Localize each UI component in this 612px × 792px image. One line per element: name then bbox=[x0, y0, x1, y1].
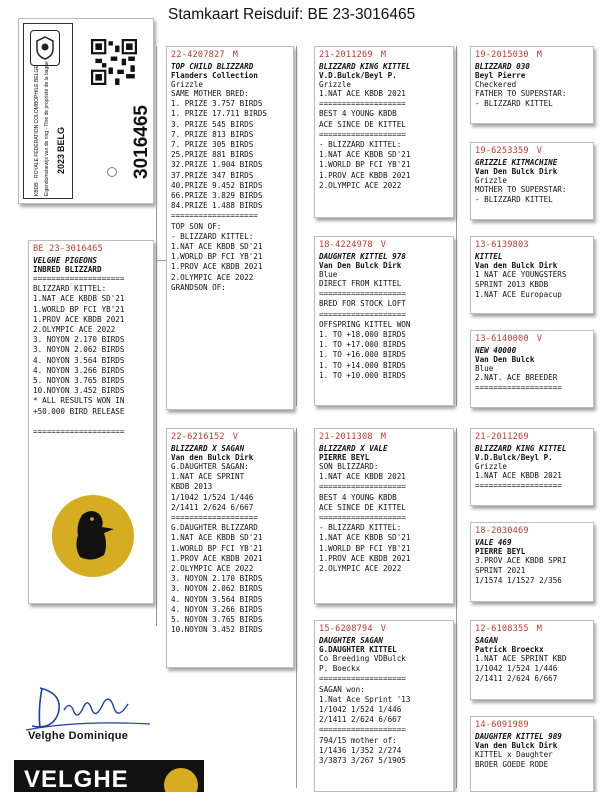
card-ring-number: 22-4207827 bbox=[171, 50, 225, 60]
card-line: 1.NAT ACE SPRINT bbox=[171, 472, 245, 482]
card-line: 1.WORLD BP FCI YB'21 bbox=[319, 160, 411, 170]
card-ring-number: 14-6091989 bbox=[475, 720, 529, 730]
card-line: SAGAN won: bbox=[319, 684, 365, 694]
card-line: 7. PRIZE 305 BIRDS bbox=[171, 140, 254, 150]
card-owner: Van Den Bulck Dirk bbox=[475, 167, 558, 176]
card-sex: V bbox=[536, 334, 543, 344]
card-line: =================== bbox=[475, 481, 562, 491]
card-line: Co Breeding VDBulck bbox=[319, 654, 406, 663]
card-name: SAGAN bbox=[475, 636, 498, 645]
card-owner: PIERRE BEYL bbox=[475, 547, 526, 556]
card-line: DIRECT FROM KITTEL bbox=[319, 279, 402, 288]
card-line: =================== bbox=[319, 129, 406, 139]
card-line: 3. NOYON 2.170 BIRDS bbox=[33, 335, 125, 345]
pedigree-card-sire-dam bbox=[314, 236, 454, 406]
card-line: 25.PRIZE 881 BIRDS bbox=[171, 150, 254, 160]
card-line: 3/3873 3/267 5/1905 bbox=[319, 756, 406, 766]
card-ring-number: 21-2011269 bbox=[475, 432, 529, 442]
card-sex: M bbox=[380, 50, 387, 60]
card-line: 10.NOYON 3.452 BIRDS bbox=[33, 386, 125, 396]
card-line: 1.NAT ACE SPRINT KBD bbox=[475, 654, 567, 663]
card-ring-number: 13-6140000 bbox=[475, 334, 529, 344]
card-line: 2.NAT. ACE BREEDER bbox=[475, 373, 558, 382]
card-line: - BLIZZARD KITTEL bbox=[475, 195, 553, 205]
card-line: 4. NOYON 3.564 BIRDS bbox=[171, 594, 263, 604]
card-ring-number: 21-2011269 bbox=[319, 50, 373, 60]
ring-number: 3016465 bbox=[131, 105, 152, 179]
card-line: =================== bbox=[171, 513, 258, 523]
ring-certificate-strip bbox=[23, 23, 73, 199]
card-line: - BLIZZARD KITTEL: bbox=[319, 523, 402, 533]
card-owner: V.D.Bulck/Beyl P. bbox=[475, 453, 553, 462]
card-ring-number: 18-4224978 bbox=[319, 240, 373, 250]
pigeon-logo-icon bbox=[52, 495, 134, 577]
card-owner: Patrick Broeckx bbox=[475, 645, 544, 654]
card-line: 2.OLYMPIC ACE 2022 bbox=[319, 564, 402, 574]
card-line bbox=[33, 417, 149, 427]
card-ring-number: 12-6108355 bbox=[475, 624, 529, 634]
card-line: =================== bbox=[319, 309, 406, 319]
pedigree-card-ddd bbox=[470, 716, 594, 792]
card-name: KITTEL bbox=[475, 252, 503, 261]
card-line: 1.NAT ACE KBDB 2021 bbox=[319, 89, 406, 98]
card-line: 37.PRIZE 347 BIRDS bbox=[171, 170, 254, 180]
card-line: KBDB 2013 bbox=[171, 482, 213, 492]
card-owner: Flanders Collection bbox=[171, 71, 258, 80]
card-line: 1. TO +18.000 BIRDS bbox=[319, 330, 406, 340]
brand-banner-text: VELGHE bbox=[24, 766, 129, 792]
card-line: 1/1042 1/524 1/446 bbox=[475, 664, 558, 674]
card-color: Grizzle bbox=[319, 80, 352, 89]
card-ring-number: 15-6208794 bbox=[319, 624, 373, 634]
card-line: 1. PRIZE 3.757 BIRDS bbox=[171, 99, 263, 109]
card-line: - BLIZZARD KITTEL bbox=[475, 99, 553, 109]
card-line: 1.NAT ACE KBDB 2021 bbox=[319, 472, 406, 482]
card-ring-number: 22-6216152 bbox=[171, 432, 225, 442]
card-name: NEW 40000 bbox=[475, 346, 517, 355]
card-color: Grizzle bbox=[171, 80, 204, 89]
card-line: 1.NAT ACE Europacup bbox=[475, 290, 562, 300]
card-line: 1/1042 1/524 1/446 bbox=[319, 705, 402, 715]
pedigree-card-sdd bbox=[470, 330, 594, 408]
card-line: BRED FOR STOCK LOFT bbox=[319, 299, 406, 309]
card-line: =================== bbox=[171, 211, 258, 221]
card-line: 1.NAT ACE KBDB SD'21 bbox=[319, 150, 411, 160]
card-owner: Van Den Bulck bbox=[475, 355, 535, 364]
card-ring-number: 19-2015030 bbox=[475, 50, 529, 60]
ring-country: BELG bbox=[56, 126, 66, 152]
card-line: 1.NAT ACE KBDB SD'21 bbox=[319, 533, 411, 543]
pedigree-card-dsd bbox=[470, 522, 594, 602]
card-line: 40.PRIZE 9.452 BIRDS bbox=[171, 180, 263, 190]
card-owner: Van den Bulck Dirk bbox=[171, 453, 254, 462]
connector-line bbox=[456, 428, 457, 788]
card-owner: Van Den Bulck Dirk bbox=[319, 261, 402, 270]
association-text: KBDB · ROYALE FÉDÉRATION COLOMBOPHILE BELGE bbox=[34, 65, 40, 196]
card-line: SPRINT 2021 bbox=[475, 566, 526, 576]
card-name: BLIZZARD KING KITTEL bbox=[319, 62, 411, 71]
card-line: =================== bbox=[319, 482, 406, 492]
card-name: BLIZZARD KING KITTEL bbox=[475, 444, 567, 453]
ring-hole bbox=[107, 167, 117, 177]
signature-icon bbox=[18, 680, 158, 736]
card-line: 3. NOYON 2.170 BIRDS bbox=[171, 574, 263, 584]
card-line: 1.NAT ACE KBDB 2021 bbox=[475, 471, 562, 480]
card-line: 1.NAT ACE KBDB SD'21 bbox=[171, 533, 263, 543]
card-line: * ALL RESULTS WON IN bbox=[33, 396, 125, 406]
card-line: ACE SINCE DE KITTEL bbox=[319, 502, 406, 512]
card-name: TOP CHILD BLIZZARD bbox=[171, 62, 254, 71]
card-line: P. Boeckx bbox=[319, 664, 361, 674]
card-line: 5. NOYON 3.765 BIRDS bbox=[33, 376, 125, 386]
card-ring-number: BE 23-3016465 bbox=[33, 244, 103, 254]
card-color: Grizzle bbox=[475, 462, 508, 471]
card-name: DAUGHTER KITTEL 989 bbox=[475, 732, 562, 741]
card-line: BROER GOEDE RODE bbox=[475, 760, 549, 770]
card-line: 66.PRIZE 3.829 BIRDS bbox=[171, 191, 263, 201]
card-line: 1.WORLD BP FCI YB'21 bbox=[171, 252, 263, 262]
connector-line bbox=[456, 46, 457, 406]
card-line: 1.Nat Ace Sprint '13 bbox=[319, 694, 411, 704]
card-line: 1. TO +17.000 BIRDS bbox=[319, 340, 406, 350]
card-owner: G.DAUGHTER KITTEL bbox=[319, 645, 397, 654]
card-line: 3. NOYON 2.062 BIRDS bbox=[171, 584, 263, 594]
card-line: G.DAUGHTER SAGAN: bbox=[171, 462, 249, 471]
card-line: 1 NAT ACE YOUNGSTERS bbox=[475, 270, 567, 279]
pedigree-card-sds bbox=[470, 236, 594, 314]
ring-year: 2023 bbox=[56, 153, 66, 174]
card-line: TOP SON OF: bbox=[171, 221, 222, 231]
card-ring-number: 19-6253359 bbox=[475, 146, 529, 156]
card-line: 1.PROV ACE KBDB 2021 bbox=[319, 170, 411, 180]
card-name: GRIZZLE KITMACHINE bbox=[475, 158, 558, 167]
card-owner: Van den Bulck Dirk bbox=[475, 261, 558, 270]
card-line: SON BLIZZARD: bbox=[319, 462, 379, 471]
card-line: 1. TO +14.000 BIRDS bbox=[319, 360, 406, 370]
card-owner: Van den Bulck Dirk bbox=[475, 741, 558, 750]
card-line: ==================== bbox=[33, 426, 125, 436]
card-line: BLIZZARD KITTEL: bbox=[33, 284, 107, 294]
card-line: - BLIZZARD KITTEL: bbox=[319, 140, 402, 150]
brand-logo-icon bbox=[164, 768, 198, 792]
card-subtitle: INBRED BLIZZARD bbox=[33, 265, 102, 274]
card-name: BLIZZARD X SAGAN bbox=[171, 444, 245, 453]
card-line: =================== bbox=[319, 725, 406, 735]
card-line: BEST 4 YOUNG KBDB bbox=[319, 109, 397, 119]
pedigree-card-dam-sire bbox=[314, 428, 454, 604]
card-line: ==================== bbox=[33, 274, 125, 283]
card-line: 3. NOYON 2.062 BIRDS bbox=[33, 345, 125, 355]
card-line: 1.PROV ACE KBDB 2021 bbox=[33, 314, 125, 324]
card-name: VALE 469 bbox=[475, 538, 512, 547]
card-color: Blue bbox=[475, 364, 494, 373]
card-ring-number: 18-2030469 bbox=[475, 526, 529, 536]
card-color: Grizzle bbox=[475, 176, 508, 185]
card-sex: M bbox=[536, 624, 543, 634]
pedigree-card-ssd bbox=[470, 142, 594, 220]
card-line: =================== bbox=[319, 289, 406, 299]
pedigree-card-sire-sire bbox=[314, 46, 454, 218]
card-line: 2/1411 2/624 6/667 bbox=[171, 502, 254, 512]
card-line: 1.WORLD BP FCI YB'21 bbox=[171, 543, 263, 553]
pedigree-card-sss bbox=[470, 46, 594, 124]
card-line: 3. PRIZE 545 BIRDS bbox=[171, 119, 254, 129]
card-line: 84.PRIZE 1.488 BIRDS bbox=[171, 201, 263, 211]
card-ring-number: 21-2011308 bbox=[319, 432, 373, 442]
card-line: 1.WORLD BP FCI YB'21 bbox=[33, 304, 125, 314]
card-sex: V bbox=[536, 146, 543, 156]
qr-code-icon bbox=[91, 39, 137, 85]
card-line: 1. PRIZE 17.711 BIRDS bbox=[171, 109, 268, 119]
card-line: FATHER TO SUPERSTAR: bbox=[475, 89, 567, 98]
card-owner: V.D.Bulck/Beyl P. bbox=[319, 71, 397, 80]
card-line: 7. PRIZE 813 BIRDS bbox=[171, 129, 254, 139]
card-line: 5. NOYON 3.765 BIRDS bbox=[171, 615, 263, 625]
page-title: Stamkaart Reisduif: BE 23-3016465 bbox=[168, 6, 416, 23]
card-line: 10.NOYON 3.452 BIRDS bbox=[171, 625, 263, 635]
card-line: 1.NAT ACE KBDB SD'21 bbox=[33, 294, 125, 304]
pedigree-card-dds bbox=[470, 620, 594, 700]
card-owner: Beyl Pierre bbox=[475, 71, 526, 80]
connector-line bbox=[296, 428, 297, 788]
card-sex: V bbox=[380, 624, 387, 634]
pedigree-card-dam-dam bbox=[314, 620, 454, 792]
card-sex: M bbox=[536, 50, 543, 60]
card-line: 1/1042 1/524 1/446 bbox=[171, 492, 254, 502]
card-line: =================== bbox=[319, 674, 406, 684]
card-name: DAUGHTER SAGAN bbox=[319, 636, 384, 645]
card-ring-number: 13-6139803 bbox=[475, 240, 529, 250]
card-line: 1.WORLD BP FCI YB'21 bbox=[319, 543, 411, 553]
connector-line bbox=[156, 260, 166, 261]
card-line: 2.OLYMPIC ACE 2022 bbox=[171, 564, 254, 574]
card-name: BLIZZARD 030 bbox=[475, 62, 530, 71]
card-color: Checkered bbox=[475, 80, 517, 89]
card-line: 1/1436 1/352 2/274 bbox=[319, 745, 402, 755]
card-line: 4. NOYON 3.266 BIRDS bbox=[171, 604, 263, 614]
card-line: 1.PROV ACE KBDB 2021 bbox=[319, 553, 411, 563]
card-line: 1. TO +16.000 BIRDS bbox=[319, 350, 406, 360]
card-line: SAME MOTHER BRED: bbox=[171, 89, 249, 98]
pedigree-card-dss bbox=[470, 428, 594, 506]
brand-banner bbox=[14, 760, 204, 792]
card-sex: V bbox=[380, 240, 387, 250]
card-sex: M bbox=[380, 432, 387, 442]
signature-name: Velghe Dominique bbox=[28, 730, 129, 742]
card-name: VELGHE PIGEONS bbox=[33, 256, 98, 265]
card-line: 1/1574 1/1527 2/356 bbox=[475, 576, 562, 586]
card-line: 2/1411 2/624 6/667 bbox=[475, 674, 558, 684]
card-line: 1. TO +10.000 BIRDS bbox=[319, 370, 406, 380]
ring-side-text: Eigendomsbewijs van de ring · Titre de propriété de la bague bbox=[44, 61, 50, 196]
card-line: 4. NOYON 3.266 BIRDS bbox=[33, 365, 125, 375]
ring-certificate bbox=[18, 18, 154, 204]
card-line: 4. NOYON 3.564 BIRDS bbox=[33, 355, 125, 365]
card-line: KITTEL x Daughter bbox=[475, 750, 553, 759]
card-line: G.DAUGHTER BLIZZARD bbox=[171, 523, 258, 533]
card-line: 2.OLYMPIC ACE 2022 bbox=[171, 272, 254, 282]
card-name: DAUGHTER KITTEL 978 bbox=[319, 252, 406, 261]
card-line: =================== bbox=[319, 99, 406, 109]
pedigree-card-sire bbox=[166, 46, 294, 410]
card-line: BEST 4 YOUNG KBDB bbox=[319, 492, 397, 502]
card-line: GRANDSON OF: bbox=[171, 282, 226, 292]
card-line: =================== bbox=[319, 513, 406, 523]
card-line: 32.PRIZE 1.904 BIRDS bbox=[171, 160, 263, 170]
card-owner: PIERRE BEYL bbox=[319, 453, 370, 462]
card-line: - BLIZZARD KITTEL: bbox=[171, 231, 254, 241]
card-line: ACE SINCE DE KITTEL bbox=[319, 119, 406, 129]
card-color: Blue bbox=[319, 270, 338, 279]
card-line: 1.PROV ACE KBDB 2021 bbox=[171, 262, 263, 272]
connector-line bbox=[296, 46, 297, 406]
card-line: SPRINT 2013 KBDB bbox=[475, 280, 549, 290]
card-sex: V bbox=[232, 432, 239, 442]
card-line: 2.OLYMPIC ACE 2022 bbox=[319, 180, 402, 190]
card-line: +50.000 BIRD RELEASE bbox=[33, 406, 125, 416]
card-line: 1.NAT ACE KBDB SD'21 bbox=[171, 242, 263, 252]
connector-line bbox=[156, 46, 157, 626]
card-line: 1.PROV ACE KBDB 2021 bbox=[171, 553, 263, 563]
card-line: 2.OLYMPIC ACE 2022 bbox=[33, 325, 116, 335]
card-line: 2/1411 2/624 6/667 bbox=[319, 715, 402, 725]
pedigree-card-dam bbox=[166, 428, 294, 668]
card-line: MOTHER TO SUPERSTAR: bbox=[475, 185, 567, 194]
card-line: 3.PROV ACE KBDB SPRI bbox=[475, 556, 567, 565]
card-line: OFFSPRING KITTEL WON bbox=[319, 319, 411, 329]
card-line: 794/15 mother of: bbox=[319, 735, 397, 745]
card-name: BLIZZARD X VALE bbox=[319, 444, 388, 453]
card-line: =================== bbox=[475, 383, 562, 393]
card-sex: M bbox=[232, 50, 239, 60]
